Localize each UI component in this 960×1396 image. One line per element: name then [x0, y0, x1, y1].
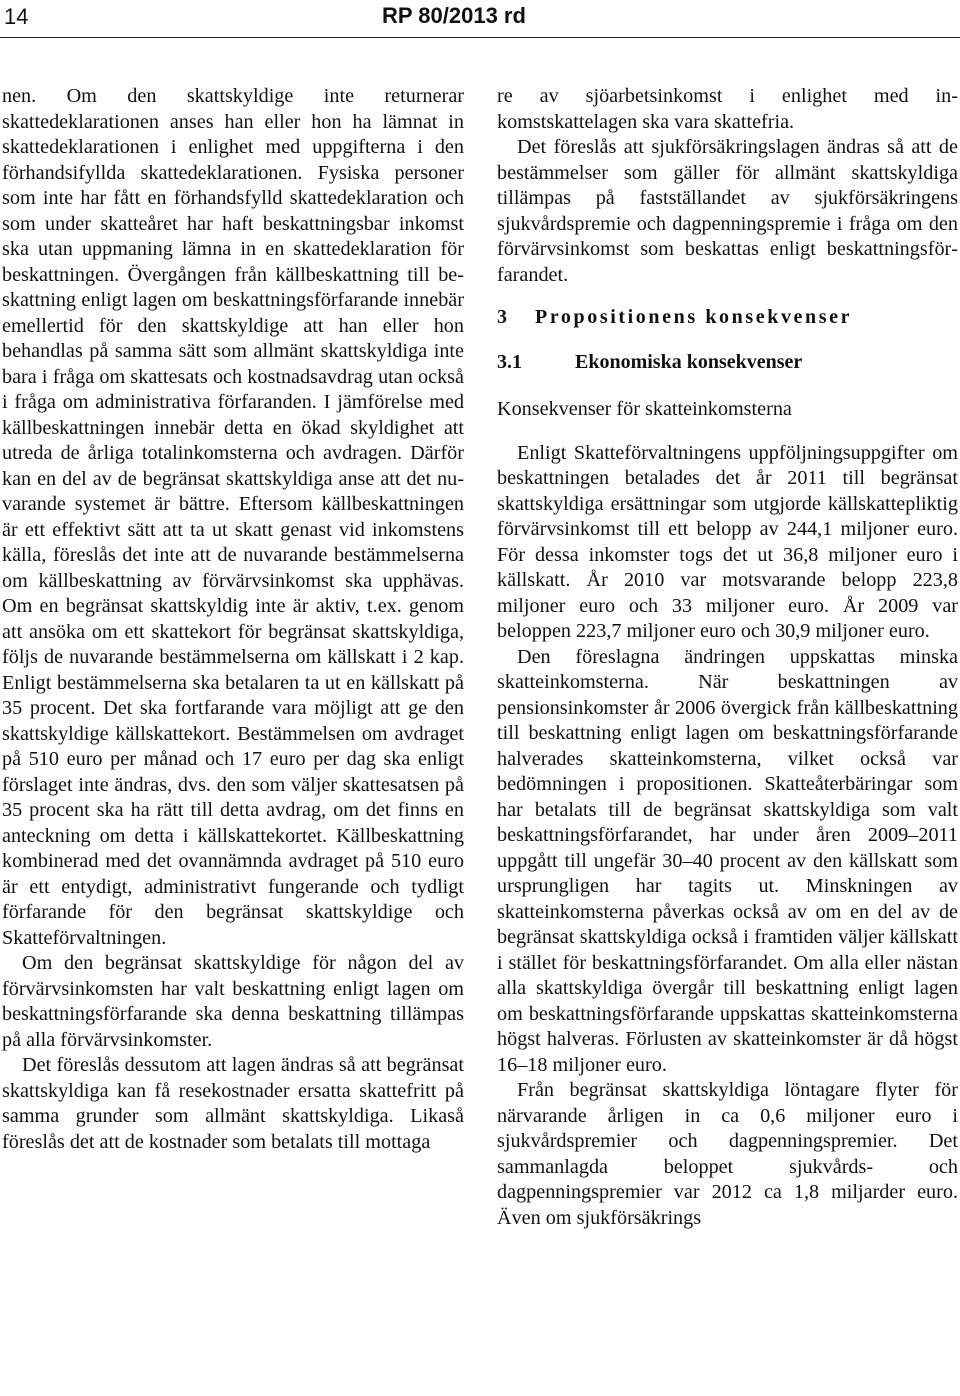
paragraph: Det föreslås att sjukförsäkringslagen ändras så att de bestämmelser som gäller för allmänt skattskyldiga tillämpas på fastställandet av sjukförsäkringens sjukvårdspremie och dagpenningspremie i fråga om den förvärvsinkomst som beskattas enligt beskattningsförfarandet. [497, 136, 958, 286]
paragraph: re av sjöarbetsinkomst i enlighet med inkomstskattelagen ska vara skattefria. [497, 85, 958, 133]
paragraph: Den föreslagna ändringen uppskattas minska skatteinkomsterna. När beskattningen av pensionsinkomster år 2006 övergick från källbeskattning till beskattning enligt lagen om beskattningsförfarande halverades skatteinkomsterna, vilket också var bedömningen i propositionen. Skatteåterbäringar som har betalats till de begränsat skattskyldiga som valt beskattningsförfarandet, har under åren 2009–2011 uppgått till ungefär 30–40 procent av den källskatt som ursprungligen har tagits ut. Minskningen av skatteinkomsterna påverkas också av om en del av de begränsat skattskyldiga också i framtiden väljer källskatt i stället för beskattningsförfarandet. Om alla eller nästan alla skattskyldiga övergår till beskattning enligt lagen om beskattningsförfarande uppskattas skatteinkomsterna högst halveras. Förlusten av skatteinkomster är då högst 16–18 miljoner euro. [497, 645, 958, 1076]
section-number: 3 [497, 306, 507, 328]
paragraph: Om den begränsat skattskyldige för någon del av förvärvsinkomsten har valt beskattning enligt lagen om beskattningsförfarande ska denna beskattning tillämpas på alla förvärvsinkomster. [2, 952, 464, 1051]
page-number: 14 [4, 4, 29, 29]
section-heading [497, 305, 958, 330]
subsection-title: Ekonomiska konsekvenser [575, 351, 803, 373]
paragraph: nen. Om den skattskyldige inte returnerar skattedeklarationen anses han eller hon ha lämnat in skattedeklarationen i enlighet med uppgifterna i den förhandsifyllda skattedeklarationen. Fysiska personer som inte har fått en förhandsfylld skattedeklaration och som under skatteåret har haft beskattningsbar inkomst ska utan uppmaning lämna in en skattedeklaration för beskattningen. Övergången från källbeskattning till beskattning enligt lagen om beskattningsförfarande innebär emellertid för den skattskyldige att han eller hon behandlas på samma sätt som allmänt skattskyldiga inte bara i fråga om skattesats och kostnadsavdrag utan också i fråga om administrativa förfaranden. I jämförelse med källbeskattningen innebär detta en ökad skyldighet att utreda de årliga totalinkomsterna och avdragen. Därför kan en del av de begränsat skattskyldiga anse att det nuvarande systemet är bättre. Eftersom källbeskattningen är ett effektivt sätt att ta ut skatt genast vid inkomstens källa, föreslås det inte att de nuvarande bestämmelserna om källbeskattning av förvärvsinkomst ska upphävas. Om en begränsat skattskyldig inte är aktiv, t.ex. genom att ansöka om ett skattekort för begränsat skattskyldiga, följs de nuvarande bestämmelserna om källskatt i 2 kap. Enligt bestämmelserna ska betalaren ta ut en källskatt på 35 procent. Det ska fortfarande vara möjligt att ge den skattskyldige källskattekort. Bestämmelsen om avdraget på 510 euro per månad och 17 euro per dag ska enligt förslaget inte ändras, dvs. den som väljer skattesatsen på 35 procent ska ha rätt till detta avdrag, om det finns en anteckning om detta i källskattekortet. Källbeskattning kombinerad med det ovannämnda avdraget på 510 euro är ett entydigt, administrativt fungerande och tydligt förfarande för den begränsat skattskyldige och Skatteförvaltningen. [2, 85, 464, 949]
subsection-number: 3.1 [497, 351, 522, 373]
document-id: RP 80/2013 rd [382, 3, 526, 28]
paragraph: Det föreslås dessutom att lagen ändras så att begränsat skattskyldiga kan få resekostnader ersatta skattefritt på samma grunder som allmänt skattskyldiga. Likaså föreslås det att de kostnader som betalats till mottaga [2, 1054, 464, 1153]
paragraph: Enligt Skatteförvaltningens uppföljningsuppgifter om beskattningen betalades det år 2011 till begränsat skattskyldiga ersättningar som utgjorde källskattepliktig förvärvsinkomst till ett belopp av 244,1 miljoner euro. För dessa inkomster togs det ut 36,8 miljoner euro i källskatt. År 2010 var motsvarande belopp 223,8 miljoner euro och 33 miljoner euro. År 2009 var beloppen 223,7 miljoner euro och 30,9 miljoner euro. [497, 441, 958, 642]
section-title: Propositionens konsekvenser [535, 306, 853, 328]
left-column [2, 84, 464, 1155]
paragraph: Från begränsat skattskyldiga löntagare flyter för närvarande årligen in ca 0,6 miljoner euro i sjukvårdspremier och dagpenningspremier. Det sammanlagda beloppet sjukvårds- och dagpenningspremier var 2012 ca 1,8 miljarder euro. Även om sjukförsäkrings [497, 1079, 958, 1229]
right-column [497, 84, 958, 1231]
page-header [0, 0, 960, 38]
header-rule [0, 37, 960, 38]
subsection-heading [497, 350, 958, 375]
subheading: Konsekvenser för skatteinkomsterna [497, 398, 792, 420]
